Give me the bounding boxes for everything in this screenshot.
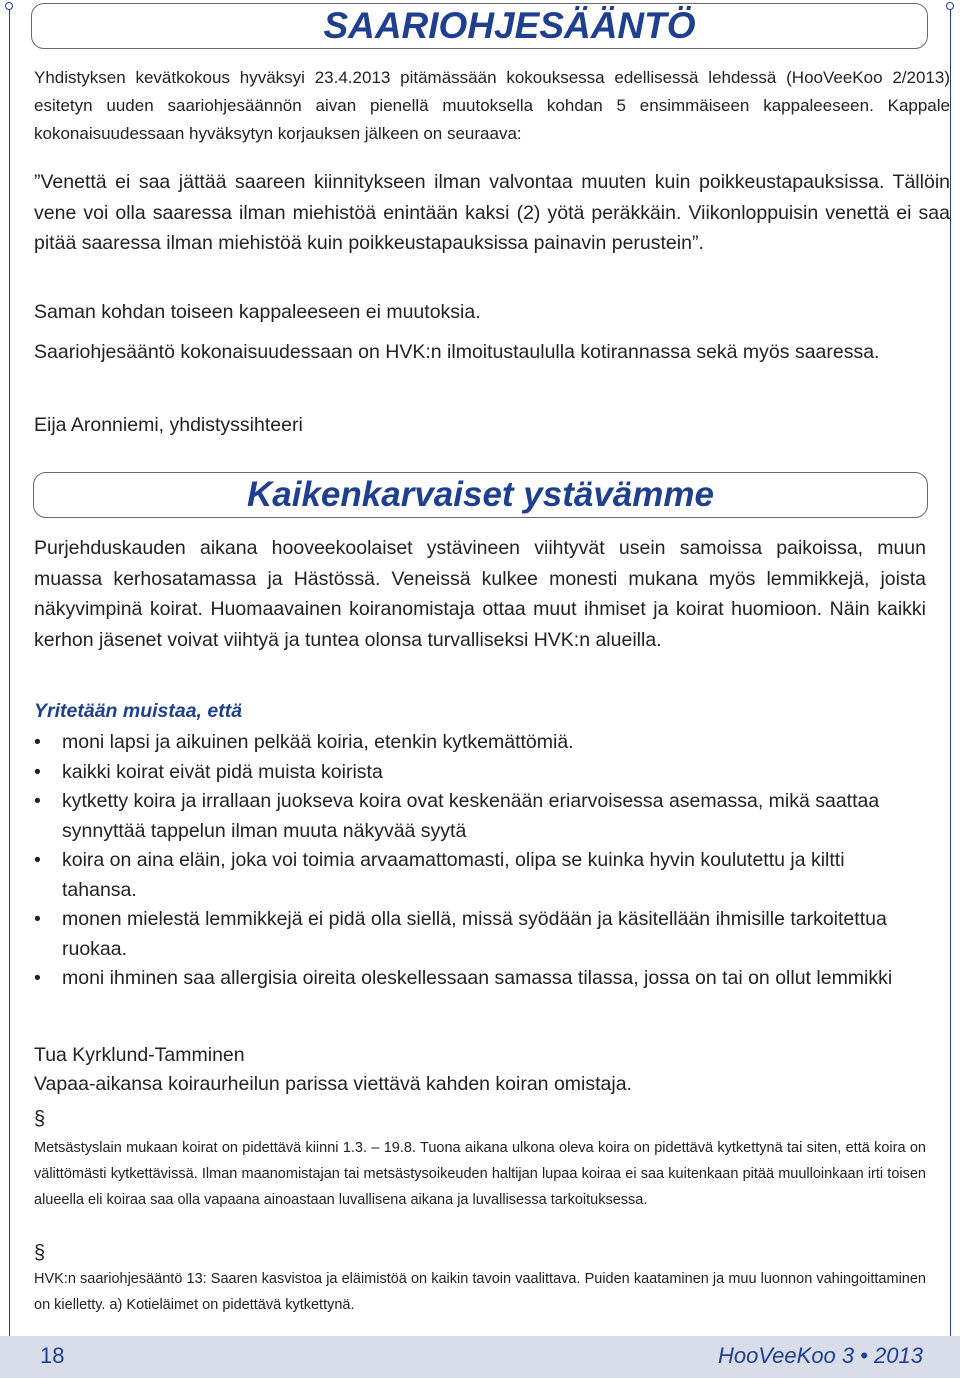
author-description: Vapaa-aikansa koiraurheilun parissa viettävä kahden koiran omistaja.	[34, 1073, 632, 1095]
intro-paragraph: Yhdistyksen kevätkokous hyväksyi 23.4.2013 pitämässään kokouksessa edellisessä lehdessä (HooVeeKoo 2/2013) esitetyn uuden saariohjesäännön aivan pienellä muutoksella kohdan 5 ensimmäiseen kappaleeseen. Kappale kokonaisuudessaan hyväksytyn korjauksen jälkeen on seuraava:	[34, 68, 950, 143]
list-item: • moni ihminen saa allergisia oireita oleskellessaan samassa tilassa, jossa on tai on ollut lemmikki	[34, 964, 914, 994]
bullet-icon: •	[34, 849, 41, 871]
bullet-icon: •	[34, 967, 41, 989]
hunting-law-note: Metsästyslain mukaan koirat on pidettävä kiinni 1.3. – 19.8. Tuona aikana ulkona oleva koira on pidettävä kytkettynä tai siten, että koira on välittömästi kytkettävissä. Ilman maanomistajan tai metsästysoikeuden haltijan lupaa koiraa ei saa kuitenkaan pitää muulloinkaan irti toisen alueella eli koiraa saa olla vapaana ainoastaan luvallisena aikana ja luvallisessa tarkoituksessa.	[34, 1140, 926, 1208]
bullet-icon: •	[34, 790, 41, 812]
reminder-list	[34, 728, 914, 994]
publication-name: HooVeeKoo 3 • 2013	[717, 1343, 923, 1368]
right-ring-ornament	[946, 2, 954, 10]
section-sign-icon: §	[34, 1108, 46, 1130]
left-ring-ornament	[5, 2, 13, 10]
bullet-icon: •	[34, 908, 41, 930]
paragraph-no-changes: Saman kohdan toiseen kappaleeseen ei muutoksia.	[34, 301, 481, 323]
signature: Eija Aronniemi, yhdistyssihteeri	[34, 414, 303, 436]
island-rule-note: HVK:n saariohjesääntö 13: Saaren kasvistoa ja eläimistöä on kaikin tavoin vaalittava. Puiden kaataminen ja muu luonnon vahingoittaminen on kielletty. a) Kotieläimet on pidettävä kytkettynä.	[34, 1271, 926, 1313]
section-heading: Kaikenkarvaiset ystävämme	[247, 475, 714, 514]
bullet-icon: •	[34, 731, 41, 753]
list-item: • monen mielestä lemmikkejä ei pidä olla siellä, missä syödään ja käsitellään ihmisille tarkoitettua ruokaa.	[34, 905, 914, 964]
author-name: Tua Kyrklund-Tamminen	[34, 1044, 245, 1066]
section-sign-icon: §	[34, 1242, 46, 1264]
list-item: • moni lapsi ja aikuinen pelkää koiria, etenkin kytkemättömiä.	[34, 728, 914, 758]
list-item: • koira on aina eläin, joka voi toimia arvaamattomasti, olipa se kuinka hyvin koulutettu ja kiltti tahansa.	[34, 846, 914, 905]
bullet-icon: •	[34, 760, 41, 783]
list-item: • kytketty koira ja irrallaan juokseva koira ovat keskenään eriarvoisessa asemassa, mikä saattaa synnyttää tappelun ilman muuta näkyvää syytä	[34, 787, 914, 846]
page-title: SAARIOHJESÄÄNTÖ	[323, 5, 696, 46]
pets-intro-paragraph: Purjehduskauden aikana hooveekoolaiset ystävineen viihtyvät usein samoissa paikoissa, muun muassa kerhosatamassa ja Hästössä. Veneissä kulkee monesti mukana myös lemmikkejä, joista näkyvimpinä koirat. Huomaavainen koiranomistaja ottaa muut ihmiset ja koirat huomioon. Näin kaikki kerhon jäsenet voivat viihtyä ja tuntea olonsa turvalliseksi HVK:n alueilla.	[34, 537, 926, 651]
list-item: • kaikki koirat eivät pidä muista koirista	[34, 758, 914, 788]
right-border-line	[950, 8, 951, 1378]
paragraph-availability: Saariohjesääntö kokonaisuudessaan on HVK:n ilmoitustaululla kotirannassa sekä myös saaressa.	[34, 341, 880, 363]
left-border-line	[9, 8, 10, 1378]
rule-quote: ”Venettä ei saa jättää saareen kiinnitykseen ilman valvontaa muuten kuin poikkeustapauksissa. Tällöin vene voi olla saaressa ilman miehistöä enintään kaksi (2) yötä peräkkäin. Viikonloppuisin venettä ei saa pitää saaressa ilman miehistöä kuin poikkeustapauksissa painavin perustein”.	[34, 171, 950, 254]
reminder-heading: Yritetään muistaa, että	[34, 700, 243, 722]
page-number: 18	[40, 1343, 65, 1368]
